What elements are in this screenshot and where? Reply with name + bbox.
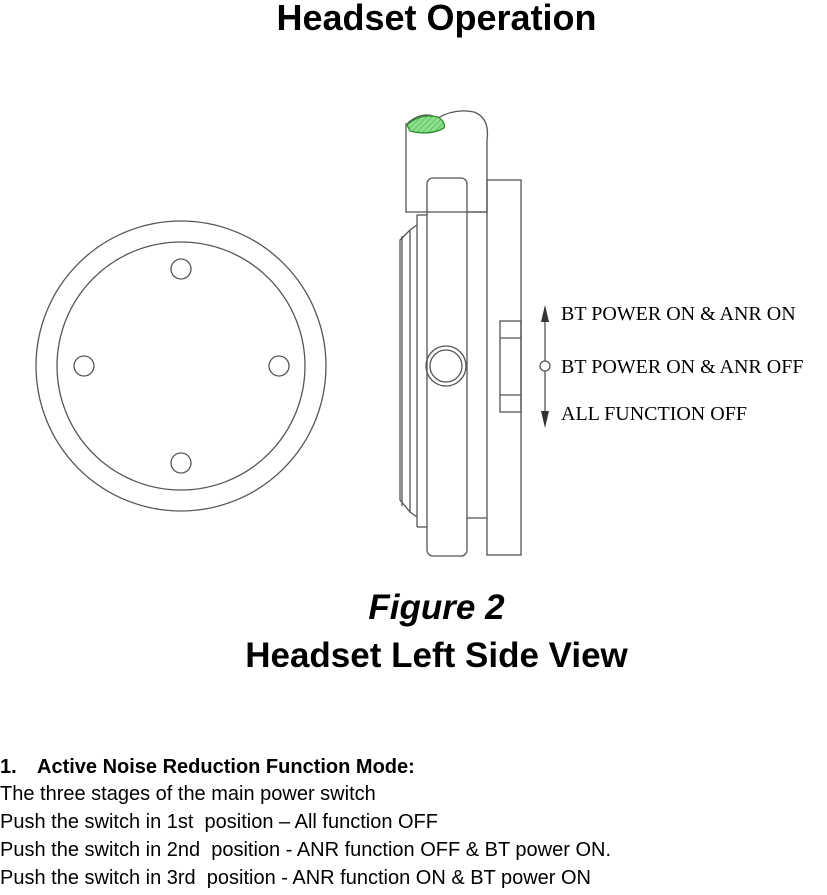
switch-label-top: BT POWER ON & ANR ON	[561, 303, 796, 325]
section-heading	[0, 756, 415, 778]
switch-label-middle: BT POWER ON & ANR OFF	[561, 356, 804, 378]
figure-number: Figure 2	[368, 588, 505, 627]
control-knob-inner	[430, 350, 462, 382]
description-line: Push the switch in 1st position – All function OFF	[0, 811, 438, 833]
switch-position-indicator	[540, 305, 550, 428]
switch-label-bottom: ALL FUNCTION OFF	[561, 403, 747, 425]
ear-cup-front-view	[36, 221, 326, 511]
power-switch-slider	[500, 321, 521, 412]
screw-hole-bottom	[171, 453, 191, 473]
ear-cup-outer-ring	[36, 221, 326, 511]
figure-caption: Headset Left Side View	[245, 636, 628, 675]
page-title: Headset Operation	[276, 0, 597, 38]
ear-cup-side-profile	[400, 111, 521, 556]
description-line: Push the switch in 3rd position - ANR function ON & BT power ON	[0, 867, 591, 889]
arrow-down-icon	[541, 411, 549, 428]
screw-hole-right	[269, 356, 289, 376]
section-number: 1.	[0, 756, 17, 778]
back-plate	[487, 180, 521, 555]
headband-cut-highlight	[407, 116, 444, 133]
main-housing	[427, 178, 467, 556]
description-line: Push the switch in 2nd position - ANR function OFF & BT power ON.	[0, 839, 612, 861]
screw-hole-top	[171, 259, 191, 279]
arrow-up-icon	[541, 305, 549, 322]
middle-position-marker	[540, 361, 550, 371]
switch-description-list	[0, 783, 611, 895]
screw-hole-left	[74, 356, 94, 376]
section-heading-text: Active Noise Reduction Function Mode:	[37, 756, 415, 778]
control-knob-outer	[426, 346, 466, 386]
description-line: The three stages of the main power switch	[0, 783, 376, 805]
